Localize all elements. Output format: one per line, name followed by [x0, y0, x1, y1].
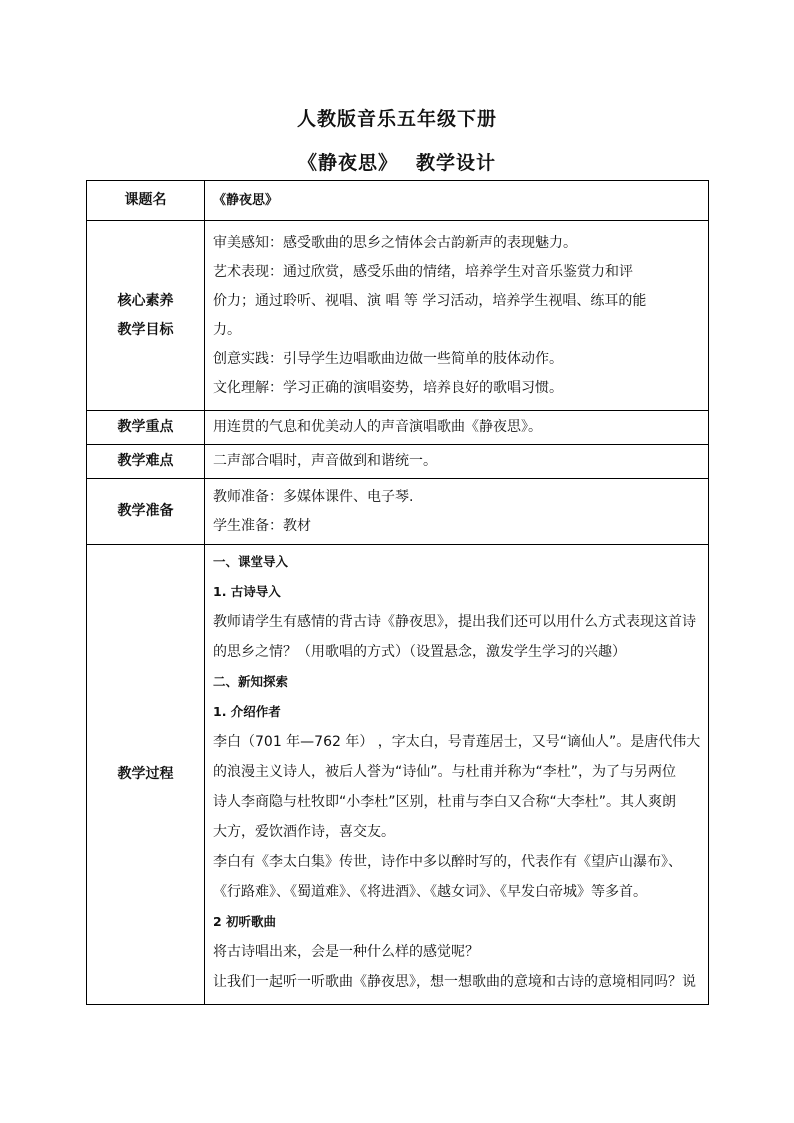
paragraph-line: 李白（701 年—762 年） ，字太白，号青莲居士，又号“谪仙人”。是唐代伟大: [213, 734, 701, 750]
paragraph-line: 将古诗唱出来，会是一种什么样的感觉呢？: [213, 944, 479, 960]
objective-line: 价力；通过聆听、视唱、演 唱 等 学习活动，培养学生视唱、练耳的能: [213, 293, 647, 309]
process-label: 教学过程: [87, 545, 205, 1005]
section-heading: 二、新知探索: [213, 674, 289, 689]
paragraph-line: 教师请学生有感情的背古诗《静夜思》，提出我们还可以用什么方式表现这首诗: [213, 614, 696, 630]
subsection-heading: 1. 古诗导入: [213, 584, 281, 599]
difficulty-value: 二声部合唱时，声音做到和谐统一。: [205, 445, 709, 479]
paragraph-line: 的浪漫主义诗人，被后人誉为“诗仙”。与杜甫并称为“李杜”，为了与另两位: [213, 764, 677, 780]
subsection-heading: 2 初听歌曲: [213, 914, 277, 929]
difficulty-row: [87, 445, 709, 479]
objectives-content: [205, 221, 709, 411]
preparation-row: [87, 479, 709, 545]
paragraph-line: 让我们一起听一听歌曲《静夜思》，想一想歌曲的意境和古诗的意境相同吗？说: [213, 974, 696, 990]
key-point-value: 用连贯的气息和优美动人的声音演唱歌曲《静夜思》。: [205, 411, 709, 445]
objectives-label-line1: 核心素养: [117, 292, 174, 309]
key-point-label: 教学重点: [87, 411, 205, 445]
lesson-title: [0, 148, 794, 175]
process-content: [205, 545, 709, 1005]
topic-label: 课题名: [87, 181, 205, 221]
objective-line: 艺术表现：通过欣赏，感受乐曲的情绪，培养学生对音乐鉴赏力和评: [213, 264, 633, 280]
preparation-line: 学生准备：教材: [213, 517, 311, 534]
paragraph-line: 李白有《李太白集》传世，诗作中多以醉时写的，代表作有《望庐山瀑布》、: [213, 854, 682, 870]
topic-value: 《静夜思》: [205, 181, 709, 221]
objective-line: 创意实践：引导学生边唱歌曲边做一些简单的肢体动作。: [213, 351, 563, 367]
paragraph-line: 的思乡之情？（用歌唱的方式）（设置悬念，激发学生学习的兴趣）: [213, 644, 626, 660]
paragraph-line: 大方，爱饮酒作诗，喜交友。: [213, 824, 395, 840]
objective-line: 审美感知：感受歌曲的思乡之情体会古韵新声的表现魅力。: [213, 235, 577, 251]
title-suffix: 教学设计: [416, 152, 497, 174]
document-title: 人教版音乐五年级下册: [296, 108, 497, 130]
difficulty-label: 教学难点: [87, 445, 205, 479]
preparation-content: [205, 479, 709, 545]
paragraph-line: 《行路难》、《蜀道难》、《将进酒》、《越女词》、《早发白帝城》等多首。: [213, 884, 647, 900]
key-point-row: [87, 411, 709, 445]
objective-line: 力。: [213, 322, 241, 338]
preparation-label: 教学准备: [87, 479, 205, 545]
paragraph-line: 诗人李商隐与杜牧即“小李杜”区别，杜甫与李白又合称“大李杜”。其人爽朗: [213, 794, 677, 810]
preparation-line: 教师准备：多媒体课件、电子琴.: [213, 488, 414, 505]
section-heading: 一、课堂导入: [213, 554, 289, 569]
objectives-row: [87, 221, 709, 411]
lesson-plan-table: [86, 180, 709, 1005]
objectives-label: [87, 221, 205, 411]
process-row: [87, 545, 709, 1005]
objectives-label-line2: 教学目标: [117, 321, 174, 338]
objective-line: 文化理解：学习正确的演唱姿势，培养良好的歌唱习惯。: [213, 380, 563, 396]
topic-row: [87, 181, 709, 221]
song-title: 《静夜思》: [297, 152, 398, 174]
subsection-heading: 1. 介绍作者: [213, 704, 281, 719]
